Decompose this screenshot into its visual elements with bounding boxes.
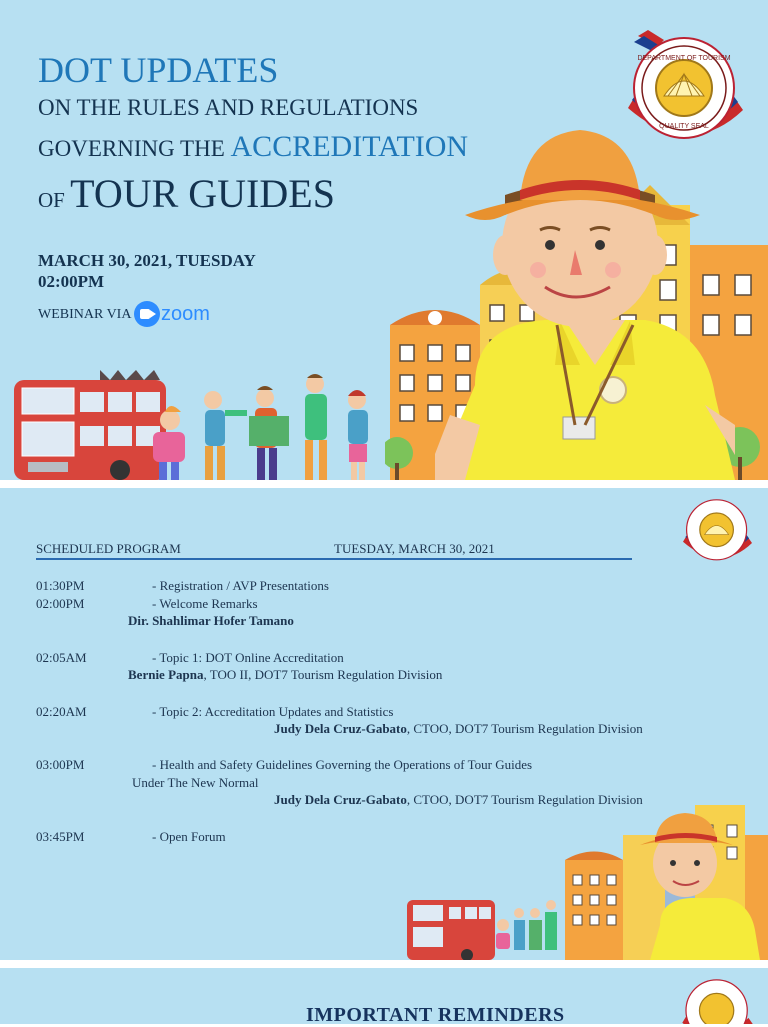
subtitle-line-2 [38,130,468,164]
program-speaker [274,721,643,737]
subtitle-accreditation: ACCREDITATION [230,130,469,163]
program-divider [36,558,632,560]
subtitle-line-1: ON THE RULES AND REGULATIONS [38,95,419,120]
program-event-continued: Under The New Normal [132,775,259,790]
event-date [38,250,256,292]
zoom-wordmark: zoom [161,302,210,325]
speaker-name: Dir. Shahlimar Hofer Tamano [128,613,294,628]
tour-scene-small-illustration [405,805,768,960]
program-time: 03:45PM [36,829,85,844]
reminders-heading: IMPORTANT REMINDERS [306,1004,565,1026]
subtitle-line-3 [38,170,335,217]
zoom-camera-icon [134,301,160,327]
program-event: - Open Forum [152,829,226,844]
page-title: DOT UPDATES [38,50,279,90]
program-event: - Topic 1: DOT Online Accreditation [152,650,344,665]
svg-text:QUALITY SEAL: QUALITY SEAL [659,123,709,130]
speaker-name: Bernie Papna [128,667,204,682]
program-time: 01:30PM [36,578,85,593]
program-time: 02:20AM [36,704,87,719]
program-speaker [128,613,294,629]
speaker-name: Judy Dela Cruz-Gabato [274,721,407,736]
quality-seal-logo-small [676,495,756,567]
program-heading: SCHEDULED PROGRAM [36,541,181,556]
program-event: - Registration / AVP Presentations [152,578,329,593]
subtitle-lead: GOVERNING THE [38,136,225,161]
event-time-text: 02:00PM [38,272,105,291]
program-date: TUESDAY, MARCH 30, 2021 [334,541,495,556]
program-speaker [128,667,442,683]
tourists-group-illustration [145,370,395,480]
subtitle-tour-guides: TOUR GUIDES [70,171,335,216]
program-time: 02:05AM [36,650,87,665]
speaker-role: , CTOO, DOT7 Tourism Regulation Division [406,792,643,807]
program-time: 03:00PM [36,757,85,772]
tour-guide-illustration [435,125,735,480]
flyer-page [0,0,768,480]
program-event: - Welcome Remarks [152,596,258,611]
zoom-logo [134,301,210,327]
speaker-role: , CTOO, DOT7 Tourism Regulation Division [406,721,643,736]
program-time: 02:00PM [36,596,85,611]
program-event: - Topic 2: Accreditation Updates and Statistics [152,704,394,719]
quality-seal-logo-partial [676,975,756,1024]
speaker-role: , TOO II, DOT7 Tourism Regulation Division [203,667,443,682]
program-event: - Health and Safety Guidelines Governing the Operations of Tour Guides [152,757,533,772]
event-date-text: MARCH 30, 2021, TUESDAY [38,251,256,270]
subtitle-of: OF [38,188,65,212]
speaker-name: Judy Dela Cruz-Gabato [274,792,407,807]
svg-text:DEPARTMENT OF TOURISM: DEPARTMENT OF TOURISM [637,55,731,62]
webinar-label: WEBINAR VIA [38,307,132,322]
